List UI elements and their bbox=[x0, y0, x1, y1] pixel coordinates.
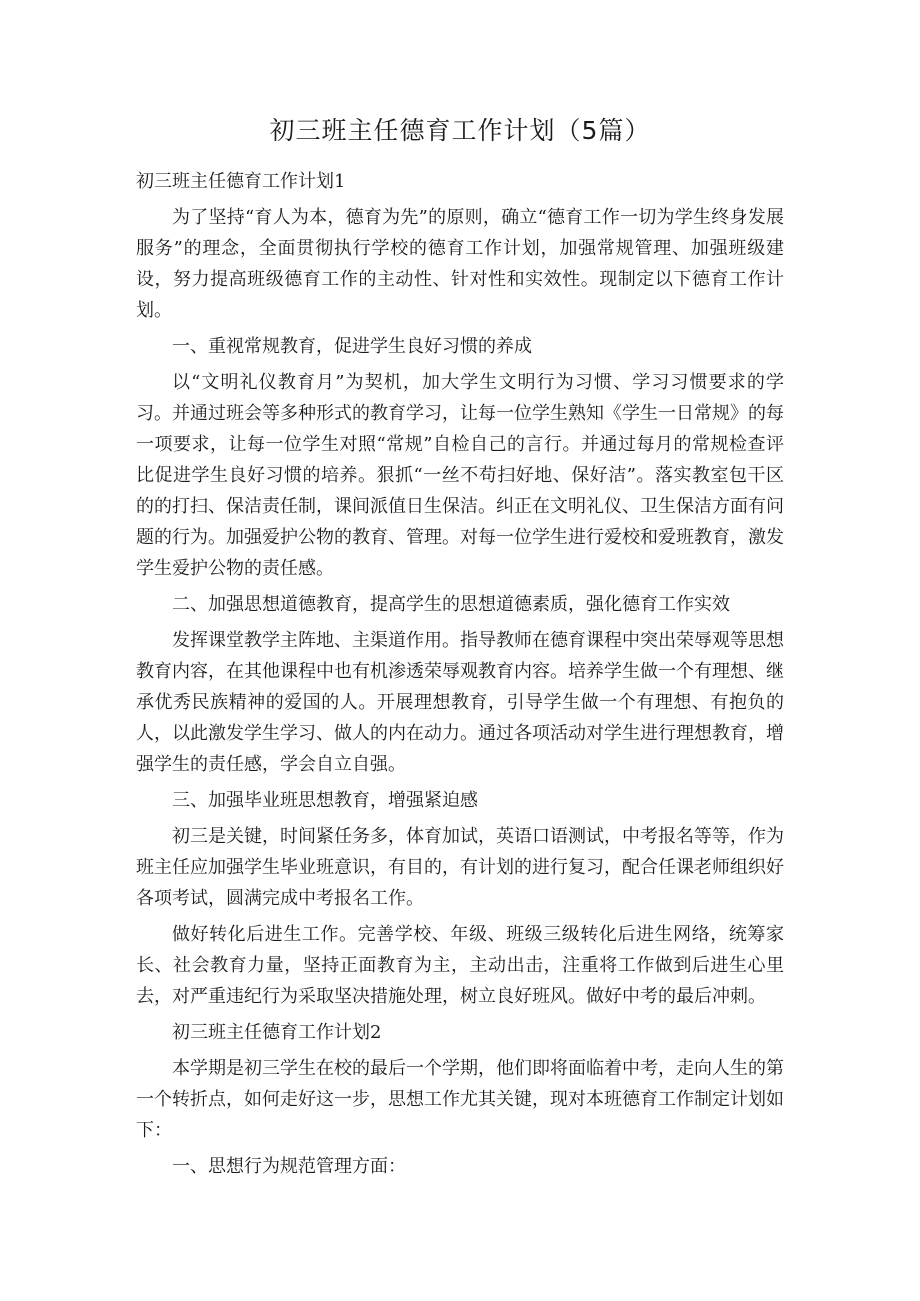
section-heading: 二、加强思想道德教育，提高学生的思想道德素质，强化德育工作实效 bbox=[172, 594, 730, 615]
paragraph: 初三是关键，时间紧任务多，体育加试，英语口语测试，中考报名等等，作为班主任应加强学生毕业班意识，有目的，有计划的进行复习，配合任课老师组织好各项考试，圆满完成中考报名工作。 bbox=[136, 826, 784, 909]
paragraph: 以“文明礼仪教育月”为契机，加大学生文明行为习惯、学习习惯要求的学习。并通过班会等多种形式的教育学习，让每一位学生熟知《学生一日常规》的每一项要求，让每一位学生对照“常规”自检自己的言行。并通过每月的常规检查评比促进学生良好习惯的培养。狠抓“一丝不苟扫好地、保好洁”。落实教室包干区的的打扫、保洁责任制，课间派值日生保洁。纠正在文明礼仪、卫生保洁方面有问题的行为。加强爱护公物的教育、管理。对每一位学生进行爱校和爱班教育，激发学生爱护公物的责任感。 bbox=[136, 372, 784, 579]
document-body bbox=[136, 166, 784, 1182]
paragraph: 做好转化后进生工作。完善学校、年级、班级三级转化后进生网络，统筹家长、社会教育力量，坚持正面教育为主，主动出击，注重将工作做到后进生心里去，对严重违纪行为采取坚决措施处理，树立良好班风。做好中考的最后冲刺。 bbox=[136, 924, 784, 1007]
section-heading-plan-2: 初三班主任德育工作计划2 bbox=[172, 1022, 382, 1043]
document-title: 初三班主任德育工作计划（5篇） bbox=[269, 116, 651, 145]
paragraph: 本学期是初三学生在校的最后一个学期，他们即将面临着中考，走向人生的第一个转折点，如何走好这一步，思想工作尤其关键，现对本班德育工作制定计划如下： bbox=[136, 1058, 784, 1141]
section-heading: 一、重视常规教育，促进学生良好习惯的养成 bbox=[172, 336, 532, 357]
section-heading: 三、加强毕业班思想教育，增强紧迫感 bbox=[172, 790, 478, 811]
section-heading-plan-1: 初三班主任德育工作计划1 bbox=[136, 171, 346, 192]
paragraph: 发挥课堂教学主阵地、主渠道作用。指导教师在德育课程中突出荣辱观等思想教育内容，在其他课程中也有机渗透荣辱观教育内容。培养学生做一个有理想、继承优秀民族精神的爱国的人。开展理想教育，引导学生做一个有理想、有抱负的人，以此激发学生学习、做人的内在动力。通过各项活动对学生进行理想教育，增强学生的责任感，学会自立自强。 bbox=[136, 630, 784, 775]
section-heading: 一、思想行为规范管理方面： bbox=[172, 1156, 406, 1177]
paragraph: 为了坚持“育人为本，德育为先”的原则，确立“德育工作一切为学生终身发展服务”的理念，全面贯彻执行学校的德育工作计划，加强常规管理、加强班级建设，努力提高班级德育工作的主动性、针对性和实效性。现制定以下德育工作计划。 bbox=[136, 207, 784, 321]
